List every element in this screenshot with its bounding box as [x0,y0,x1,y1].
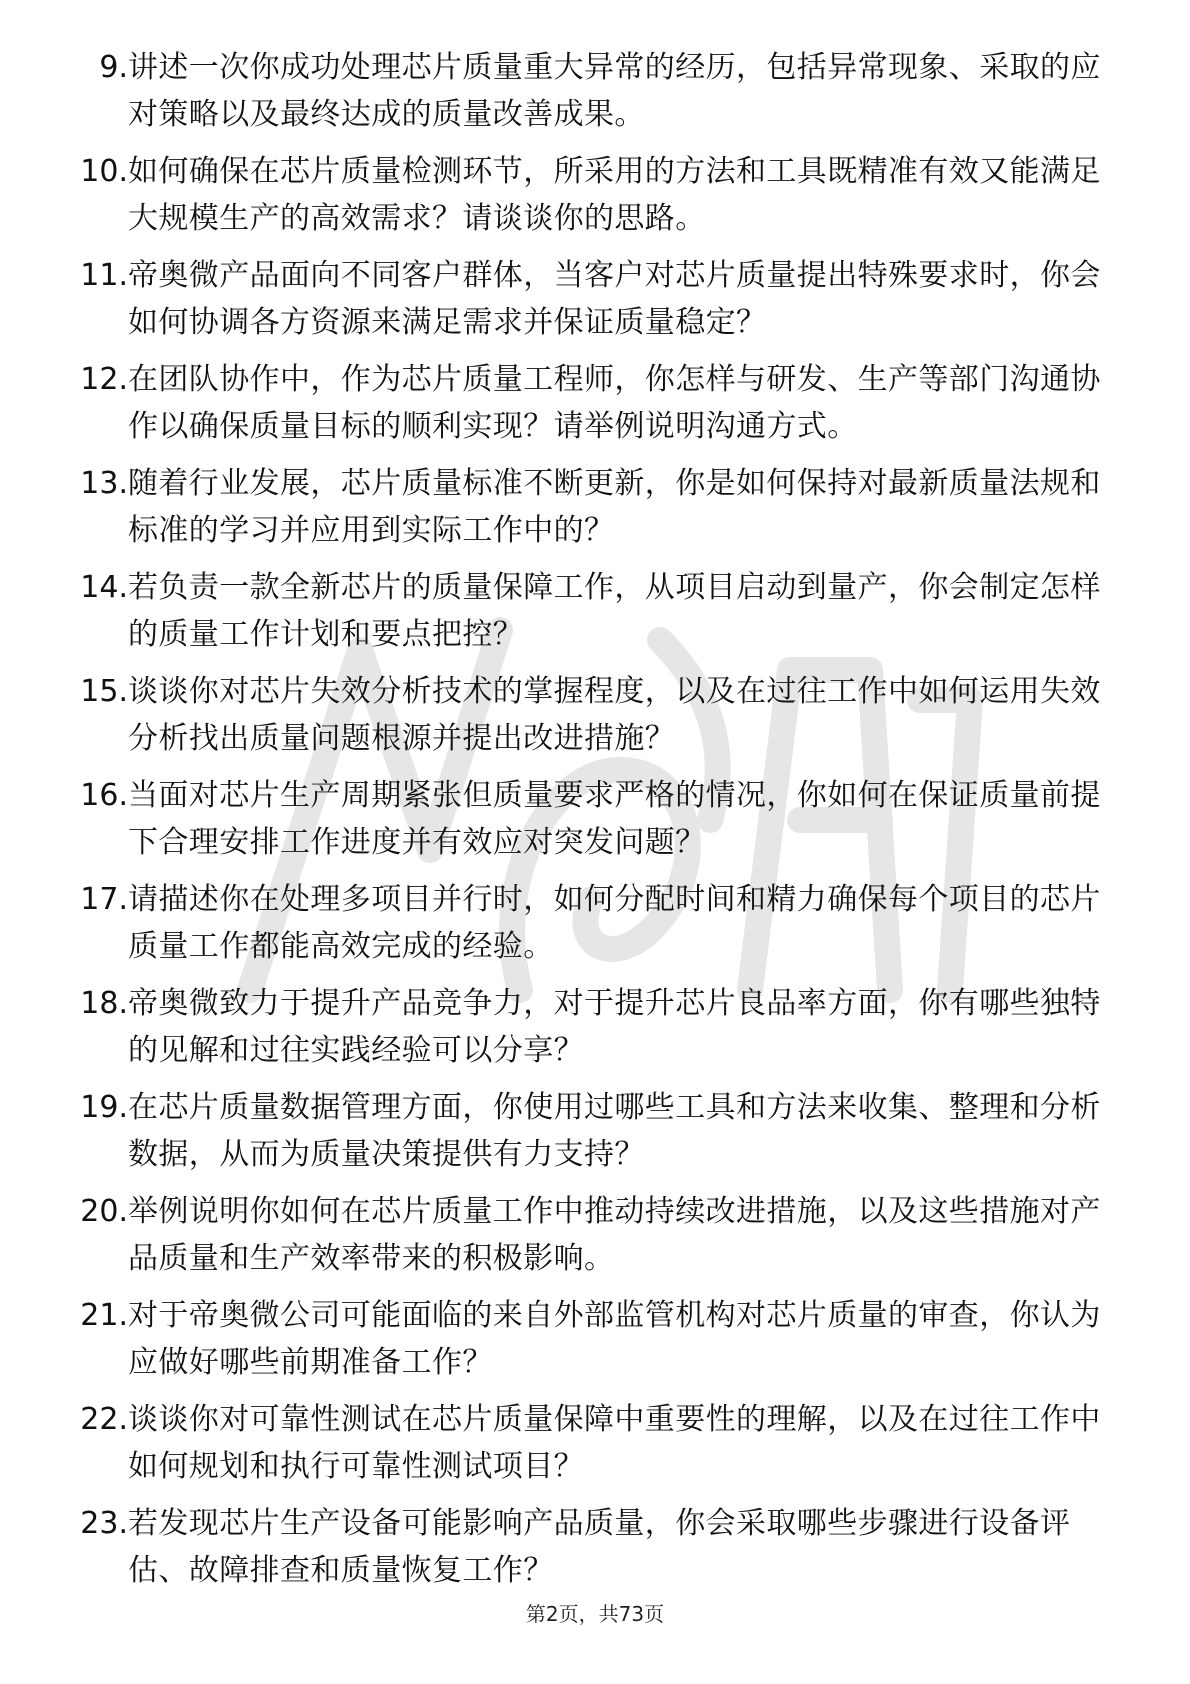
question-text: 在芯片质量数据管理方面，你使用过哪些工具和方法来收集、整理和分析数据，从而为质量决策提供有力支持？ [128,1090,1101,1172]
question-item [0,876,1190,980]
question-item [0,460,1190,564]
question-number: 12. [80,362,128,397]
question-number: 14. [80,570,128,605]
question-text: 讲述一次你成功处理芯片质量重大异常的经历，包括异常现象、采取的应对策略以及最终达成的质量改善成果。 [128,50,1101,132]
question-number: 21. [80,1298,128,1333]
question-item [0,356,1190,460]
question-item [0,44,1190,148]
question-number: 11. [80,258,128,293]
question-text: 若发现芯片生产设备可能影响产品质量，你会采取哪些步骤进行设备评估、故障排查和质量恢复工作？ [128,1506,1071,1588]
question-text: 当面对芯片生产周期紧张但质量要求严格的情况，你如何在保证质量前提下合理安排工作进度并有效应对突发问题？ [128,778,1101,860]
question-text: 对于帝奥微公司可能面临的来自外部监管机构对芯片质量的审查，你认为应做好哪些前期准备工作？ [128,1298,1101,1380]
question-list [0,44,1190,1604]
question-number: 10. [80,154,128,189]
question-text: 如何确保在芯片质量检测环节，所采用的方法和工具既精准有效又能满足大规模生产的高效需求？请谈谈你的思路。 [128,154,1101,236]
page-number: 第2页，共73页 [525,1602,665,1626]
question-number: 17. [80,882,128,917]
question-number: 20. [80,1194,128,1229]
question-number: 16. [80,778,128,813]
question-number: 23. [80,1506,128,1541]
question-item [0,1396,1190,1500]
question-item [0,252,1190,356]
question-item [0,148,1190,252]
question-number: 22. [80,1402,128,1437]
question-text: 请描述你在处理多项目并行时，如何分配时间和精力确保每个项目的芯片质量工作都能高效完成的经验。 [128,882,1101,964]
question-number: 9. [99,50,128,85]
question-text: 若负责一款全新芯片的质量保障工作，从项目启动到量产，你会制定怎样的质量工作计划和要点把控？ [128,570,1101,652]
question-number: 15. [80,674,128,709]
question-item [0,980,1190,1084]
question-item [0,772,1190,876]
question-item [0,1500,1190,1604]
question-text: 谈谈你对芯片失效分析技术的掌握程度，以及在过往工作中如何运用失效分析找出质量问题根源并提出改进措施？ [128,674,1101,756]
question-item [0,564,1190,668]
question-item [0,1292,1190,1396]
question-number: 19. [80,1090,128,1125]
question-text: 举例说明你如何在芯片质量工作中推动持续改进措施，以及这些措施对产品质量和生产效率带来的积极影响。 [128,1194,1101,1276]
question-number: 18. [80,986,128,1021]
question-text: 谈谈你对可靠性测试在芯片质量保障中重要性的理解，以及在过往工作中如何规划和执行可靠性测试项目？ [128,1402,1101,1484]
question-item [0,1188,1190,1292]
question-item [0,668,1190,772]
question-number: 13. [80,466,128,501]
question-text: 帝奥微产品面向不同客户群体，当客户对芯片质量提出特殊要求时，你会如何协调各方资源来满足需求并保证质量稳定？ [128,258,1101,340]
question-text: 在团队协作中，作为芯片质量工程师，你怎样与研发、生产等部门沟通协作以确保质量目标的顺利实现？请举例说明沟通方式。 [128,362,1101,444]
question-text: 随着行业发展，芯片质量标准不断更新，你是如何保持对最新质量法规和标准的学习并应用到实际工作中的？ [128,466,1101,548]
question-text: 帝奥微致力于提升产品竞争力，对于提升芯片良品率方面，你有哪些独特的见解和过往实践经验可以分享？ [128,986,1101,1068]
question-item [0,1084,1190,1188]
